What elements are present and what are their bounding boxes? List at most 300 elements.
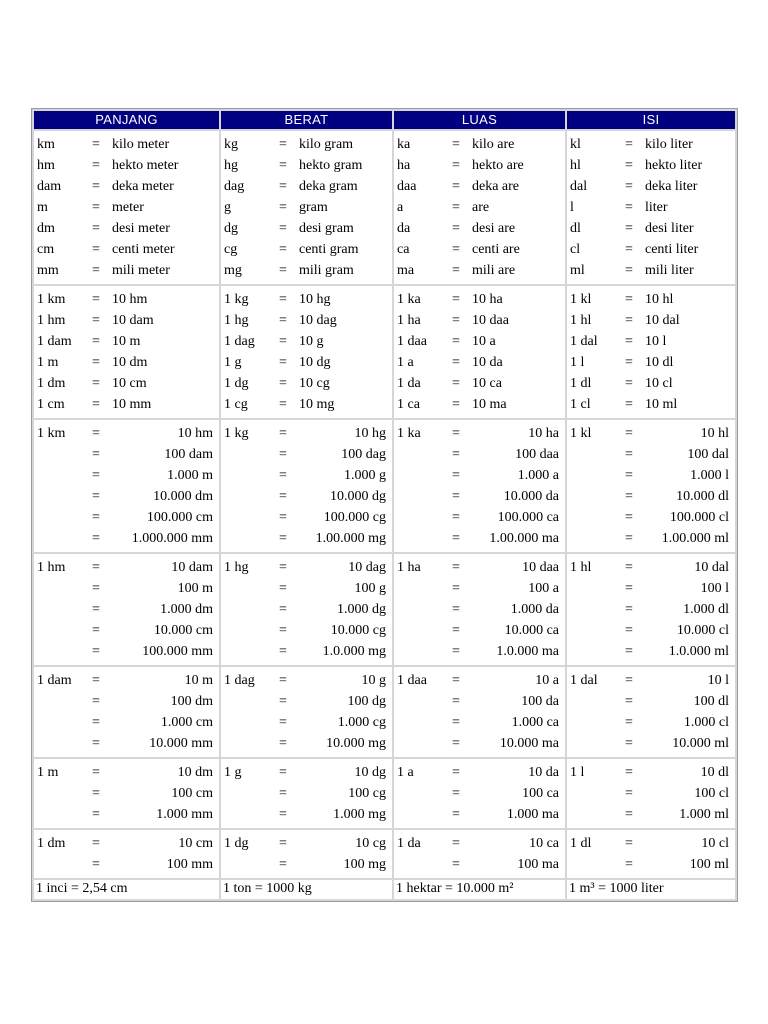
cell-berat [221, 667, 392, 757]
unit-label [221, 733, 279, 754]
equals-sign: = [92, 736, 100, 751]
unit-label: 1 dam [37, 334, 72, 349]
cell-berat [221, 286, 392, 418]
unit-value: 10 l [707, 673, 729, 688]
unit-value: centi meter [112, 242, 175, 257]
unit-value: 10 dl [700, 765, 729, 780]
unit-value: 1.000 ma [506, 807, 559, 822]
unit-label: mm [37, 263, 59, 278]
unit-label [34, 528, 92, 549]
unit-label: 1 kg [224, 426, 249, 441]
unit-value: 100 ca [522, 786, 559, 801]
unit-value: kilo are [472, 137, 515, 152]
table-line [567, 155, 735, 176]
unit-value: 10 dg [299, 355, 331, 370]
equals-sign: = [625, 489, 633, 504]
equals-sign: = [625, 857, 633, 872]
conversion-table [31, 108, 738, 902]
equals-sign: = [452, 334, 460, 349]
unit-label: cl [570, 242, 581, 257]
table-line [34, 423, 219, 444]
section-row [34, 554, 735, 665]
unit-label: km [37, 137, 55, 152]
unit-value: 1.000 cl [683, 715, 729, 730]
unit-value: 100 cg [348, 786, 386, 801]
unit-value: 1.000.000 mm [131, 531, 213, 546]
unit-value: liter [645, 200, 668, 215]
unit-value: 1.000 dg [337, 602, 386, 617]
unit-value: 10 dal [694, 560, 729, 575]
equals-sign: = [279, 397, 287, 412]
cell-panjang [34, 759, 219, 828]
equals-sign: = [452, 263, 460, 278]
equals-sign: = [625, 694, 633, 709]
unit-label [221, 465, 279, 486]
unit-label: dl [570, 221, 581, 236]
table-line [221, 218, 392, 239]
table-line [221, 733, 392, 754]
unit-label [567, 528, 625, 549]
table-line [221, 373, 392, 394]
cell-panjang [34, 131, 219, 284]
equals-sign: = [92, 807, 100, 822]
table-line [221, 712, 392, 733]
equals-sign: = [452, 694, 460, 709]
unit-label: 1 g [224, 765, 242, 780]
table-line [34, 599, 219, 620]
unit-label [34, 599, 92, 620]
unit-value: deka are [472, 179, 520, 194]
unit-label [394, 620, 452, 641]
unit-value: hekto gram [299, 158, 363, 173]
equals-sign: = [279, 602, 287, 617]
table-line [394, 176, 565, 197]
unit-value: 10 mm [112, 397, 152, 412]
equals-sign: = [625, 531, 633, 546]
section-row [34, 667, 735, 757]
unit-label [394, 599, 452, 620]
equals-sign: = [452, 397, 460, 412]
unit-label: dm [37, 221, 55, 236]
equals-sign: = [92, 137, 100, 152]
equals-sign: = [279, 334, 287, 349]
unit-value: 100 ma [517, 857, 559, 872]
table-body [34, 131, 735, 878]
equals-sign: = [625, 334, 633, 349]
unit-label [394, 712, 452, 733]
unit-label: 1 cm [37, 397, 65, 412]
unit-value: 1.00.000 ml [661, 531, 729, 546]
equals-sign: = [279, 447, 287, 462]
equals-sign: = [279, 200, 287, 215]
equals-sign: = [92, 786, 100, 801]
equals-sign: = [625, 221, 633, 236]
unit-value: kilo gram [299, 137, 354, 152]
unit-value: 1.000 mm [156, 807, 213, 822]
equals-sign: = [625, 807, 633, 822]
unit-label [221, 528, 279, 549]
unit-label: 1 ka [397, 292, 421, 307]
equals-sign: = [279, 581, 287, 596]
unit-value: 10 l [645, 334, 667, 349]
equals-sign: = [625, 137, 633, 152]
equals-sign: = [625, 468, 633, 483]
table-line [567, 854, 735, 875]
equals-sign: = [452, 242, 460, 257]
table-line [221, 423, 392, 444]
table-line [567, 260, 735, 281]
equals-sign: = [625, 376, 633, 391]
unit-value: 10 ha [472, 292, 503, 307]
equals-sign: = [92, 200, 100, 215]
unit-label [567, 486, 625, 507]
table-line [567, 528, 735, 549]
table-line [394, 239, 565, 260]
equals-sign: = [92, 510, 100, 525]
unit-value: 10 hl [645, 292, 674, 307]
header-luas: LUAS [394, 111, 565, 129]
table-line [34, 733, 219, 754]
unit-label [394, 578, 452, 599]
table-line [221, 289, 392, 310]
equals-sign: = [452, 531, 460, 546]
unit-label [394, 444, 452, 465]
unit-value: 10.000 ca [504, 623, 559, 638]
table-line [34, 691, 219, 712]
table-line [34, 507, 219, 528]
unit-label [567, 620, 625, 641]
equals-sign: = [452, 200, 460, 215]
table-line [394, 444, 565, 465]
unit-label [567, 733, 625, 754]
equals-sign: = [452, 158, 460, 173]
unit-value: 100 l [700, 581, 729, 596]
unit-value: 100 cl [694, 786, 729, 801]
unit-label: 1 dm [37, 376, 66, 391]
unit-label: hg [224, 158, 238, 173]
equals-sign: = [452, 560, 460, 575]
unit-label [394, 465, 452, 486]
unit-label [394, 804, 452, 825]
equals-sign: = [279, 644, 287, 659]
unit-value: 1.000 l [690, 468, 729, 483]
equals-sign: = [279, 158, 287, 173]
table-line [567, 444, 735, 465]
unit-value: 100 dg [347, 694, 386, 709]
table-line [394, 260, 565, 281]
equals-sign: = [452, 765, 460, 780]
unit-value: 1.0.000 mg [322, 644, 386, 659]
unit-value: meter [112, 200, 144, 215]
unit-label [221, 507, 279, 528]
table-line [394, 528, 565, 549]
table-line [34, 670, 219, 691]
equals-sign: = [625, 263, 633, 278]
equals-sign: = [92, 447, 100, 462]
unit-label [394, 528, 452, 549]
section-row [34, 830, 735, 878]
unit-label: 1 dag [224, 334, 255, 349]
unit-label: 1 l [570, 355, 585, 370]
unit-value: 100.000 ca [497, 510, 559, 525]
unit-label [221, 854, 279, 875]
table-line [567, 804, 735, 825]
equals-sign: = [92, 531, 100, 546]
unit-value: gram [299, 200, 328, 215]
unit-value: 100.000 cm [146, 510, 213, 525]
table-line [567, 373, 735, 394]
table-line [394, 641, 565, 662]
table-line [567, 331, 735, 352]
table-line [34, 854, 219, 875]
cell-luas [394, 667, 565, 757]
unit-label: 1 hm [37, 560, 66, 575]
unit-label [34, 444, 92, 465]
table-line [394, 599, 565, 620]
unit-value: 10 m [184, 673, 213, 688]
unit-label [567, 507, 625, 528]
table-line [567, 423, 735, 444]
unit-label: 1 l [570, 765, 585, 780]
unit-label [567, 578, 625, 599]
table-line [221, 444, 392, 465]
table-line [34, 783, 219, 804]
table-line [34, 134, 219, 155]
unit-label [34, 641, 92, 662]
unit-value: 10 da [472, 355, 503, 370]
unit-value: 10 g [299, 334, 324, 349]
cell-isi [567, 554, 735, 665]
table-line [221, 578, 392, 599]
header-panjang: PANJANG [34, 111, 219, 129]
unit-label: 1 a [397, 765, 414, 780]
unit-label [34, 507, 92, 528]
equals-sign: = [279, 426, 287, 441]
table-line [34, 833, 219, 854]
equals-sign: = [92, 673, 100, 688]
table-line [567, 620, 735, 641]
equals-sign: = [92, 334, 100, 349]
equals-sign: = [452, 426, 460, 441]
table-line [221, 528, 392, 549]
unit-label [34, 804, 92, 825]
unit-value: 10.000 mm [149, 736, 213, 751]
unit-label: hm [37, 158, 55, 173]
equals-sign: = [452, 786, 460, 801]
equals-sign: = [625, 581, 633, 596]
equals-sign: = [279, 715, 287, 730]
table-line [394, 218, 565, 239]
cell-isi [567, 830, 735, 878]
unit-label: da [397, 221, 411, 236]
table-line [567, 197, 735, 218]
equals-sign: = [625, 786, 633, 801]
table-line [567, 578, 735, 599]
table-line [394, 423, 565, 444]
unit-label [34, 712, 92, 733]
unit-label: 1 da [397, 836, 421, 851]
cell-berat [221, 759, 392, 828]
unit-label: 1 hg [224, 313, 249, 328]
equals-sign: = [452, 221, 460, 236]
cell-isi [567, 667, 735, 757]
table-line [34, 239, 219, 260]
unit-value: 100 dm [170, 694, 213, 709]
table-line [34, 804, 219, 825]
cell-panjang [34, 286, 219, 418]
unit-label: g [224, 200, 231, 215]
unit-label: 1 kg [224, 292, 249, 307]
table-line [34, 465, 219, 486]
unit-label: m [37, 200, 48, 215]
table-line [221, 197, 392, 218]
table-line [34, 331, 219, 352]
table-line [394, 804, 565, 825]
unit-label: ca [397, 242, 410, 257]
cell-luas [394, 554, 565, 665]
table-line [567, 507, 735, 528]
unit-value: 1.000 da [510, 602, 559, 617]
unit-label: 1 km [37, 426, 66, 441]
unit-label [34, 783, 92, 804]
table-line [567, 641, 735, 662]
unit-label: 1 kl [570, 292, 592, 307]
unit-value: 1.00.000 mg [315, 531, 386, 546]
equals-sign: = [279, 673, 287, 688]
unit-value: centi liter [645, 242, 699, 257]
table-line [34, 641, 219, 662]
table-line [221, 155, 392, 176]
unit-label: 1 ha [397, 560, 421, 575]
unit-value: 1.000 cg [337, 715, 386, 730]
unit-label: 1 ha [397, 313, 421, 328]
unit-label: 1 dg [224, 376, 249, 391]
unit-value: 10 cg [299, 376, 330, 391]
equals-sign: = [452, 489, 460, 504]
unit-value: kilo liter [645, 137, 693, 152]
unit-value: 10.000 cl [676, 623, 729, 638]
unit-label: 1 cg [224, 397, 248, 412]
table-line [34, 620, 219, 641]
unit-value: 1.000 a [517, 468, 559, 483]
equals-sign: = [279, 857, 287, 872]
unit-label [221, 620, 279, 641]
cell-berat [221, 420, 392, 552]
table-line [221, 465, 392, 486]
table-line [394, 394, 565, 415]
equals-sign: = [279, 263, 287, 278]
unit-value: 10.000 ml [672, 736, 729, 751]
equals-sign: = [279, 242, 287, 257]
unit-value: 10 a [472, 334, 496, 349]
table-line [221, 641, 392, 662]
unit-label [34, 733, 92, 754]
cell-berat [221, 830, 392, 878]
equals-sign: = [279, 694, 287, 709]
table-line [394, 783, 565, 804]
header-isi: ISI [567, 111, 735, 129]
section-row [34, 131, 735, 284]
unit-value: desi gram [299, 221, 354, 236]
equals-sign: = [625, 623, 633, 638]
table-line [34, 557, 219, 578]
equals-sign: = [279, 510, 287, 525]
unit-value: 10 dm [177, 765, 213, 780]
unit-label: 1 km [37, 292, 66, 307]
table-line [221, 783, 392, 804]
table-line [34, 486, 219, 507]
table-line [394, 833, 565, 854]
table-line [567, 352, 735, 373]
equals-sign: = [452, 355, 460, 370]
section-row [34, 759, 735, 828]
equals-sign: = [92, 857, 100, 872]
equals-sign: = [452, 581, 460, 596]
equals-sign: = [625, 158, 633, 173]
unit-label: 1 g [224, 355, 242, 370]
unit-value: kilo meter [112, 137, 170, 152]
cell-isi [567, 759, 735, 828]
unit-label [221, 486, 279, 507]
equals-sign: = [625, 313, 633, 328]
unit-label: 1 ca [397, 397, 420, 412]
unit-value: mili liter [645, 263, 694, 278]
unit-value: 10 ha [528, 426, 559, 441]
unit-value: hekto meter [112, 158, 179, 173]
cell-luas [394, 759, 565, 828]
table-line [34, 762, 219, 783]
table-line [221, 804, 392, 825]
unit-value: 100.000 cg [323, 510, 386, 525]
header-berat: BERAT [221, 111, 392, 129]
unit-label: ha [397, 158, 411, 173]
header-row [34, 111, 735, 129]
table-line [394, 691, 565, 712]
equals-sign: = [92, 581, 100, 596]
unit-label: 1 ka [397, 426, 421, 441]
unit-label: 1 dam [37, 673, 72, 688]
equals-sign: = [92, 313, 100, 328]
cell-luas [394, 420, 565, 552]
table-line [394, 465, 565, 486]
cell-berat [221, 554, 392, 665]
unit-label: 1 kl [570, 426, 592, 441]
unit-label [221, 641, 279, 662]
unit-value: 1.00.000 ma [489, 531, 559, 546]
unit-value: 10.000 da [503, 489, 559, 504]
unit-label: 1 daa [397, 334, 427, 349]
unit-value: 1.000 ml [679, 807, 729, 822]
unit-value: 100 mm [166, 857, 213, 872]
unit-value: 10 dam [112, 313, 154, 328]
table-line [567, 486, 735, 507]
table-line [221, 352, 392, 373]
unit-label [34, 691, 92, 712]
unit-label [394, 691, 452, 712]
unit-value: 10 cm [178, 836, 213, 851]
table-line [221, 599, 392, 620]
unit-label: 1 hl [570, 560, 592, 575]
equals-sign: = [92, 292, 100, 307]
equals-sign: = [92, 397, 100, 412]
table-line [394, 310, 565, 331]
unit-label [567, 641, 625, 662]
equals-sign: = [92, 489, 100, 504]
equals-sign: = [279, 221, 287, 236]
unit-label [394, 783, 452, 804]
cell-panjang [34, 420, 219, 552]
unit-label [567, 599, 625, 620]
